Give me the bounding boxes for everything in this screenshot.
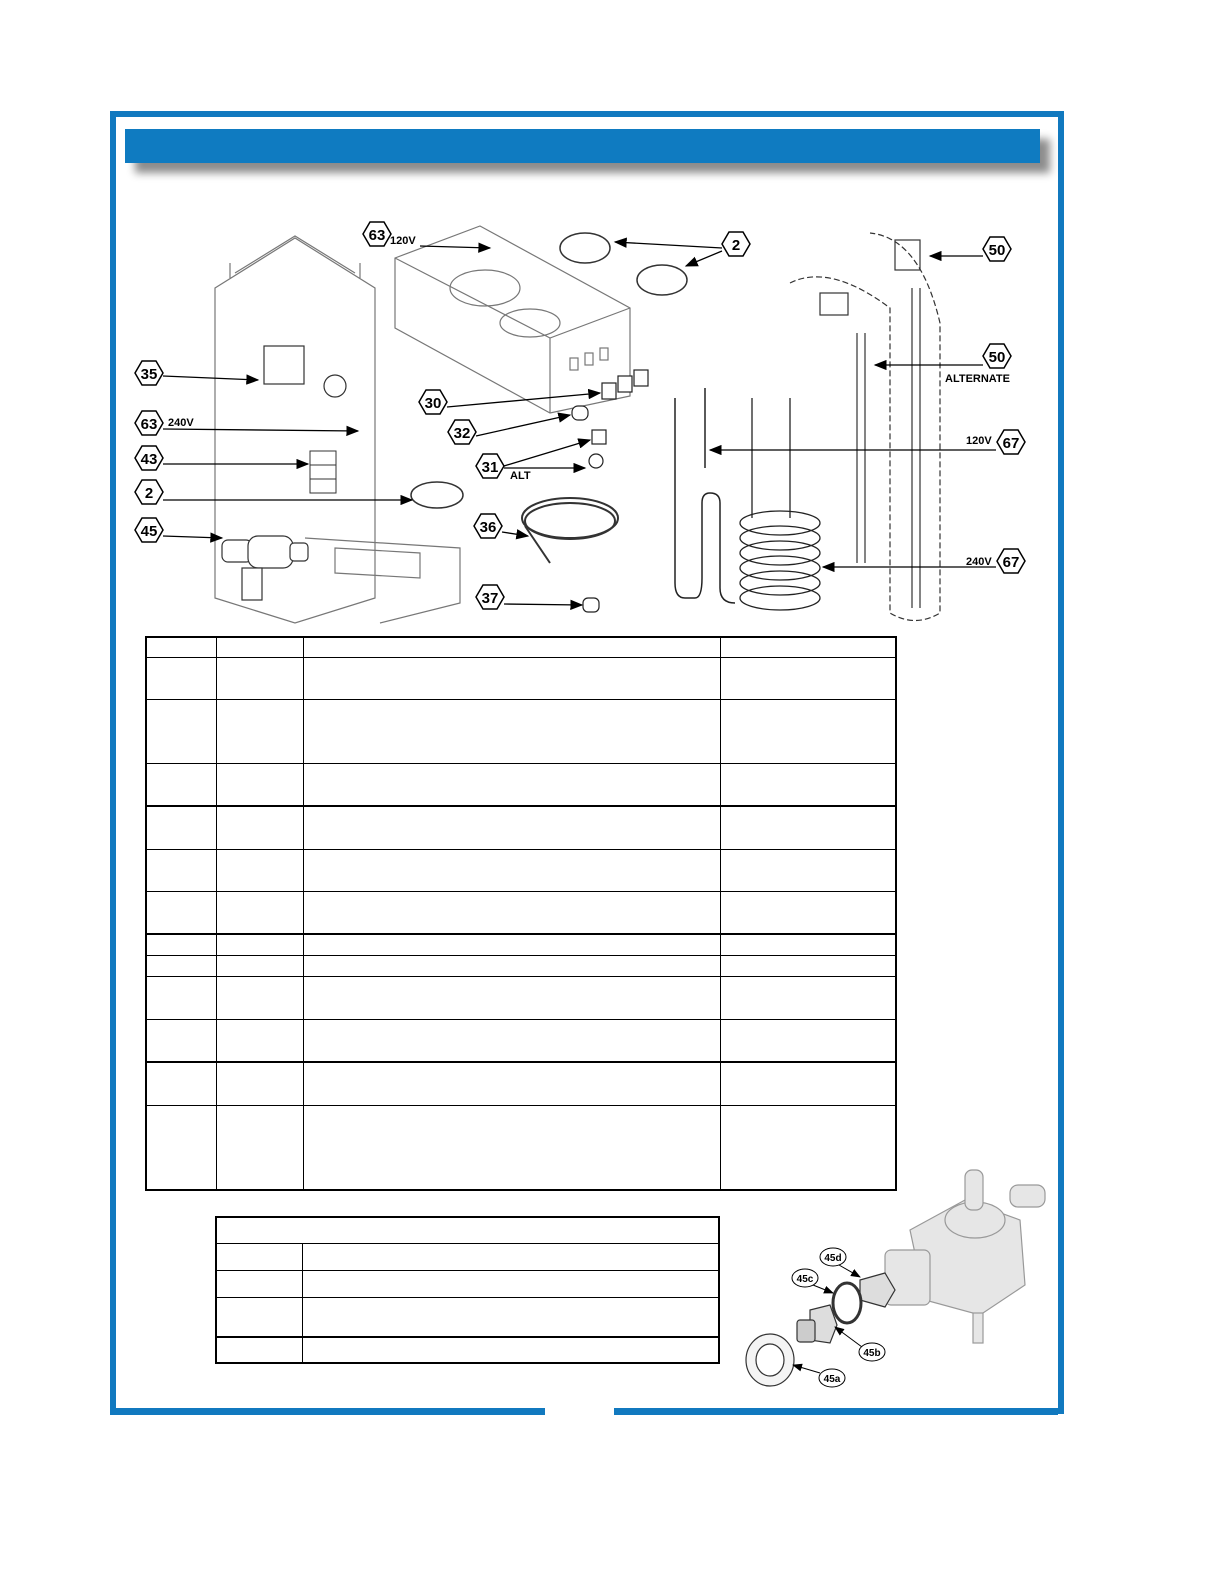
valve-parts-table [215,1216,720,1364]
thermostat [264,346,346,397]
valve-callout-45a [793,1365,845,1387]
heating-element-240v [740,398,820,610]
svg-text:36: 36 [479,519,497,536]
svg-text:67: 67 [1002,554,1020,571]
callout-45 [135,518,222,542]
frame-bottom-right [614,1408,1058,1415]
table-row [146,891,896,934]
terminal-block [310,451,336,493]
callout-50 [930,237,1011,261]
svg-text:63: 63 [140,416,158,433]
callout-63-240v [135,411,358,435]
table-row [146,1019,896,1062]
svg-text:45c: 45c [796,1274,814,1285]
table-row [216,1270,719,1297]
callout-31-alt [476,440,590,482]
valve-callout-45d [820,1248,860,1277]
parts-table [145,636,897,1191]
title-bar [125,129,1040,163]
svg-text:120V: 120V [966,435,992,447]
table-row [146,976,896,1019]
svg-text:2: 2 [144,485,154,502]
power-cord [522,498,618,563]
valve-exploded-view [735,1165,1055,1390]
table-header-row [146,637,896,657]
inlet-valve [222,536,308,600]
table-row [216,1337,719,1363]
svg-text:50: 50 [988,349,1006,366]
callout-43 [135,446,308,470]
svg-text:35: 35 [140,366,158,383]
svg-text:45d: 45d [824,1253,842,1264]
svg-text:120V: 120V [390,235,416,247]
valve-fitting-parts [746,1273,895,1386]
callout-50-alternate [875,344,1011,385]
callout-32 [448,415,570,444]
table-row [146,763,896,806]
heating-element-120v [675,388,735,603]
callout-2-left [135,480,412,504]
svg-text:32: 32 [453,425,471,442]
valve-callout-45b [835,1327,885,1361]
gasket-ring [411,482,463,508]
svg-text:ALTERNATE: ALTERNATE [945,373,1010,385]
svg-text:2: 2 [731,237,741,254]
svg-text:30: 30 [424,395,442,412]
table-header-row [216,1217,719,1243]
probe-assembly [790,233,940,621]
svg-text:31: 31 [481,459,499,476]
table-row [146,1062,896,1105]
svg-text:240V: 240V [966,556,992,568]
callout-63-120v [363,222,490,248]
table-row [146,955,896,976]
callout-2-top [615,232,750,266]
valve-body [885,1170,1045,1343]
svg-text:45: 45 [140,523,158,540]
exploded-parts-diagram [130,218,1050,628]
svg-text:50: 50 [988,242,1006,259]
table-row [146,806,896,849]
table-row [216,1243,719,1270]
callout-67-240v [823,549,1025,573]
switches [572,370,648,612]
svg-text:37: 37 [481,590,499,607]
svg-text:43: 43 [140,451,158,468]
callout-35 [135,361,258,385]
svg-text:63: 63 [368,227,386,244]
callout-67-120v [710,430,1025,454]
svg-text:ALT: ALT [510,470,531,482]
svg-text:45b: 45b [863,1348,881,1359]
callout-36 [474,514,528,538]
frame-bottom-left [110,1408,545,1415]
svg-text:240V: 240V [168,417,194,429]
tank-assembly [395,226,630,413]
table-row [146,849,896,891]
svg-text:67: 67 [1002,435,1020,452]
table-row [146,934,896,955]
table-row [216,1297,719,1337]
table-row [146,699,896,763]
svg-text:45a: 45a [823,1374,841,1385]
table-row [146,657,896,699]
valve-callout-45c [792,1269,833,1293]
callout-37 [476,585,582,609]
